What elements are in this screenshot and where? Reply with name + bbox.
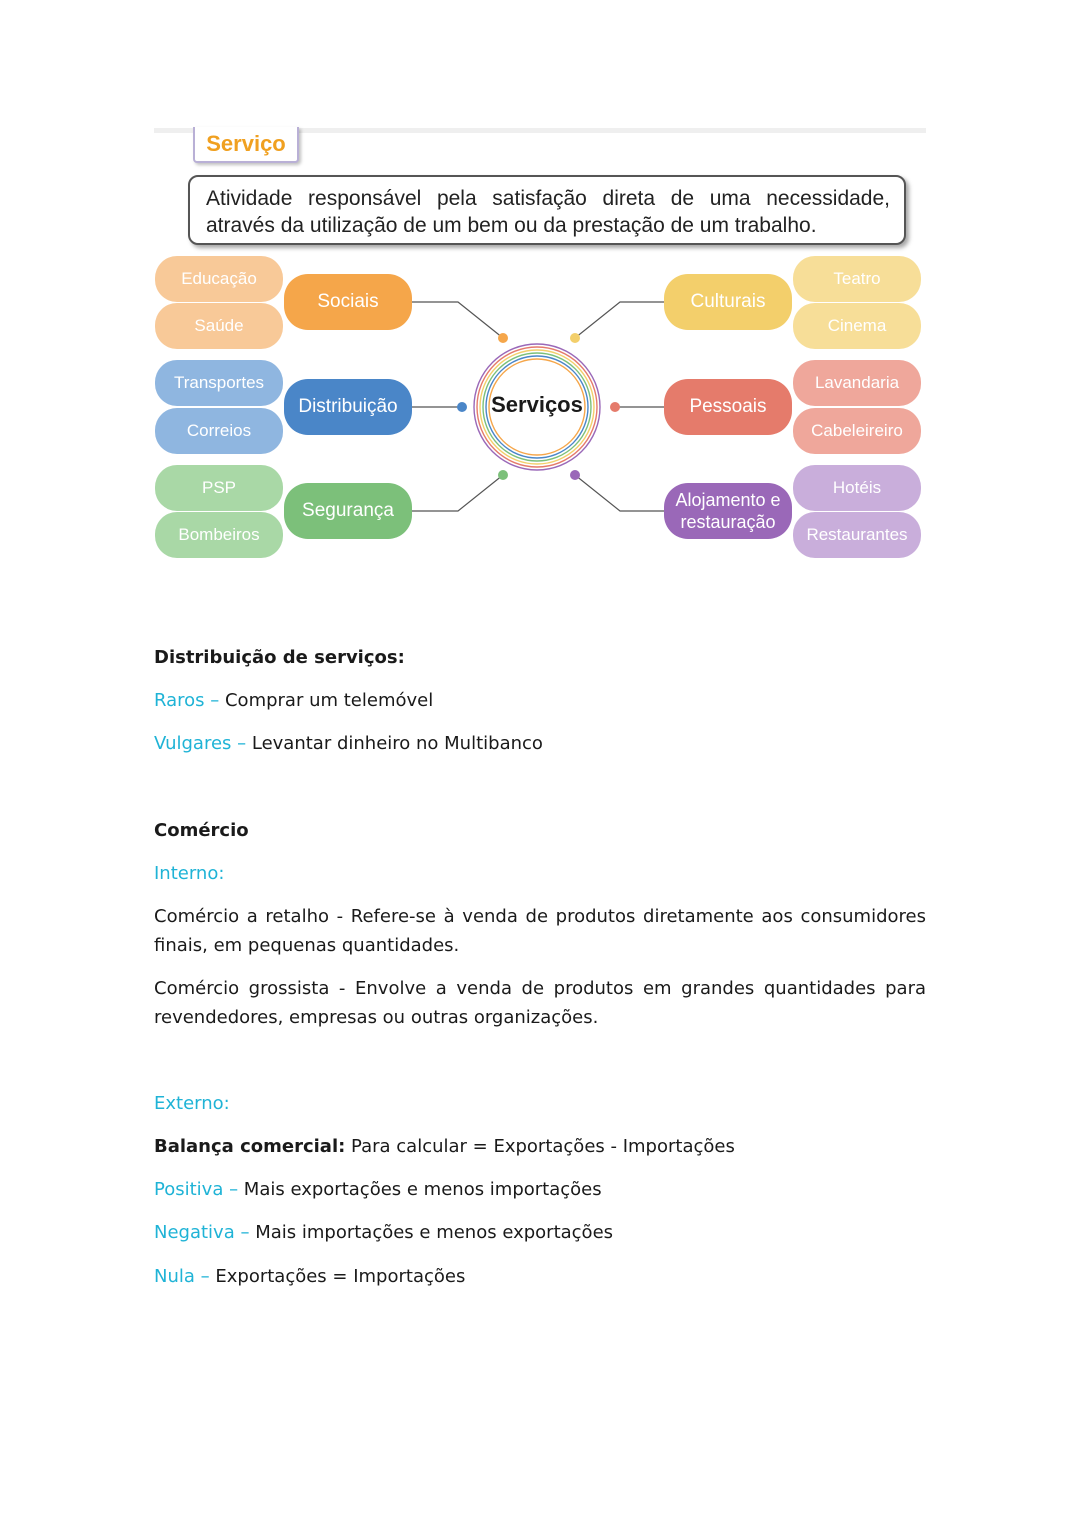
leaf-transportes: Transportes: [155, 360, 283, 406]
balance-positive: [154, 1175, 926, 1204]
connector-seguranca: [412, 475, 503, 511]
leaf-saude: Saúde: [155, 303, 283, 349]
leaf-psp: PSP: [155, 465, 283, 511]
service-title-box: [193, 127, 299, 163]
text-positiva: Mais exportações e menos importações: [238, 1179, 602, 1200]
distribution-item-vulgares: [154, 729, 926, 758]
branch-seguranca: Segurança: [284, 483, 412, 539]
external-label: Externo:: [154, 1093, 230, 1114]
branch-alojamento: Alojamento e restauração: [664, 483, 792, 539]
branch-sociais: Sociais: [284, 274, 412, 330]
leaf-cinema: Cinema: [793, 303, 921, 349]
distribution-heading: Distribuição de serviços:: [154, 647, 405, 668]
leaf-hoteis: Hotéis: [793, 465, 921, 511]
wholesale-paragraph: Comércio grossista - Envolve a venda de produtos em grandes quantidades para revendedores, empresas ou outras organizações.: [154, 978, 926, 1028]
leaf-lavandaria: Lavandaria: [793, 360, 921, 406]
term-positiva: Positiva –: [154, 1179, 239, 1200]
connector-sociais: [412, 302, 503, 338]
leaf-cabeleireiro: Cabeleireiro: [793, 408, 921, 454]
connector-culturais: [575, 302, 664, 338]
service-definition: Atividade responsável pela satisfação direta de uma necessidade, através da utilização de um bem ou da prestação de um trabalho.: [206, 187, 890, 237]
internal-label: Interno:: [154, 863, 225, 884]
balance-term: Balança comercial:: [154, 1136, 346, 1157]
service-title: Serviço: [206, 131, 286, 156]
term-nula: Nula –: [154, 1266, 210, 1287]
balance-line: [154, 1132, 926, 1161]
center-label: Serviços: [491, 392, 583, 417]
branch-pessoais: Pessoais: [664, 379, 792, 435]
diagram-connectors: [0, 0, 1080, 600]
text-nula: Exportações = Importações: [209, 1266, 466, 1287]
leaf-educacao: Educação: [155, 256, 283, 302]
balance-negative: [154, 1218, 926, 1247]
branch-distribuicao: Distribuição: [284, 379, 412, 435]
retail-paragraph: Comércio a retalho - Refere-se à venda de produtos diretamente aos consumidores finais, em pequenas quantidades.: [154, 906, 926, 956]
center-node-services: [476, 344, 598, 466]
service-definition-box: [188, 175, 906, 245]
leaf-correios: Correios: [155, 408, 283, 454]
leaf-teatro: Teatro: [793, 256, 921, 302]
term-raros: Raros –: [154, 690, 220, 711]
branch-culturais: Culturais: [664, 274, 792, 330]
balance-null: [154, 1262, 926, 1291]
term-negativa: Negativa –: [154, 1222, 250, 1243]
leaf-restaurantes: Restaurantes: [793, 512, 921, 558]
connector-alojamento: [575, 475, 664, 511]
text-vulgares: Levantar dinheiro no Multibanco: [246, 733, 543, 754]
text-raros: Comprar um telemóvel: [219, 690, 434, 711]
term-vulgares: Vulgares –: [154, 733, 247, 754]
commerce-heading: Comércio: [154, 820, 249, 841]
leaf-bombeiros: Bombeiros: [155, 512, 283, 558]
balance-text: Para calcular = Exportações - Importações: [345, 1136, 735, 1157]
text-negativa: Mais importações e menos exportações: [249, 1222, 614, 1243]
distribution-item-raros: [154, 686, 926, 715]
